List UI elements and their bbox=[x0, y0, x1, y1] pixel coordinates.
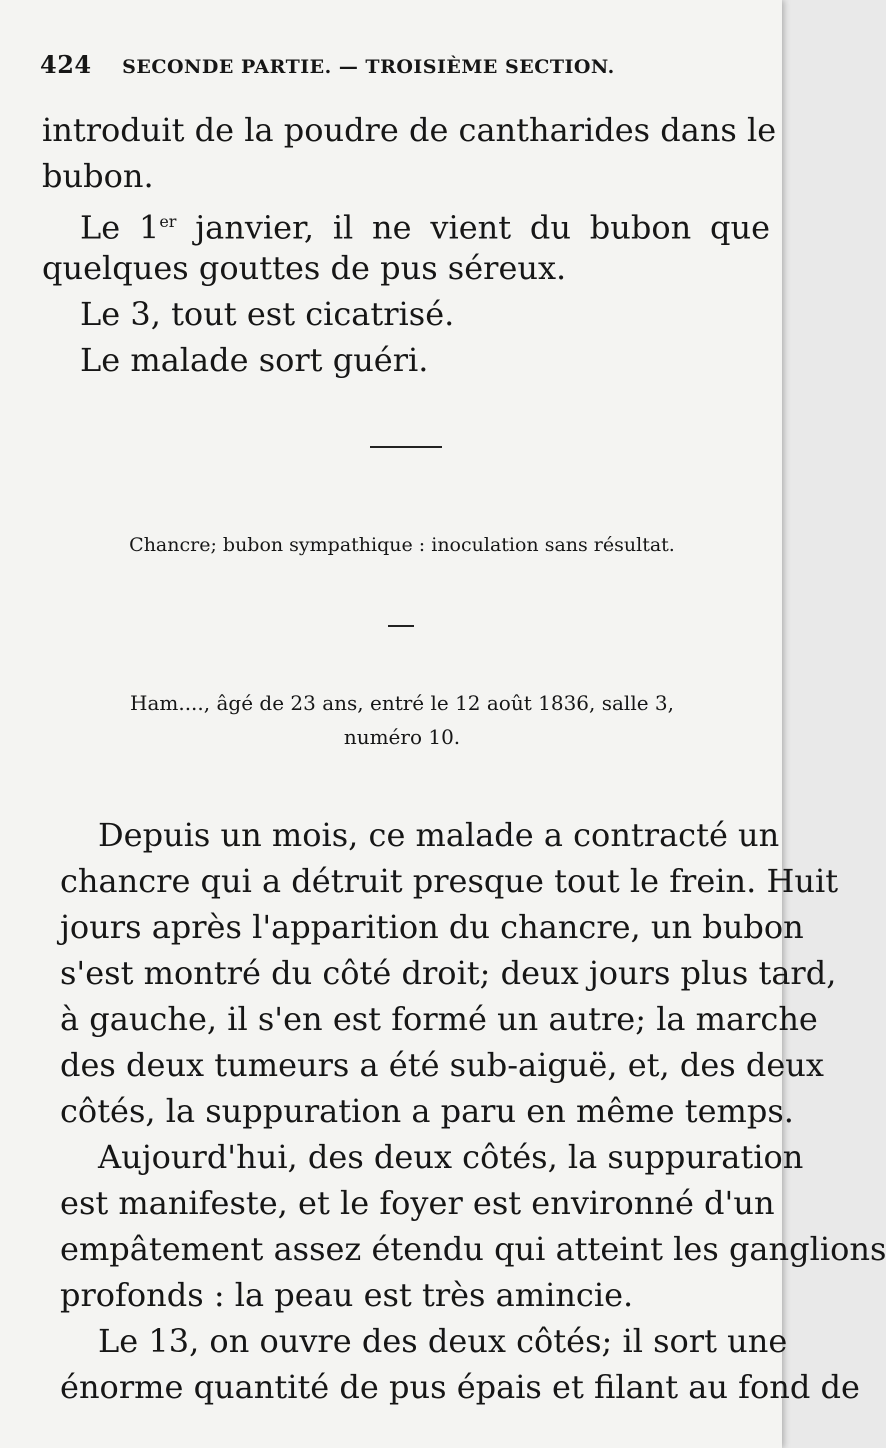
text-line: s'est montré du côté droit; deux jours plus tard, bbox=[60, 954, 837, 992]
text-line: Le malade sort guéri. bbox=[80, 341, 429, 379]
patient-info bbox=[42, 686, 762, 754]
patient-line: Ham...., âgé de 23 ans, entré le 12 août 1836, salle 3, bbox=[130, 691, 674, 715]
page-number: 424 bbox=[40, 50, 92, 79]
text-line: profonds : la peau est très amincie. bbox=[60, 1276, 634, 1314]
text-line: empâtement assez étendu qui atteint les ganglions bbox=[60, 1230, 886, 1268]
text-line: quelques gouttes de pus séreux. bbox=[42, 249, 567, 287]
running-title: SECONDE PARTIE. — TROISIÈME SECTION. bbox=[122, 56, 615, 78]
short-rule bbox=[388, 625, 414, 627]
text-line: bubon. bbox=[42, 157, 154, 195]
text-line: Le 1er janvier, il ne vient du bubon que bbox=[80, 208, 771, 247]
text-line: côtés, la suppuration a paru en même temps. bbox=[60, 1092, 794, 1130]
section-rule bbox=[370, 446, 442, 448]
text-line: chancre qui a détruit presque tout le frein. Huit bbox=[60, 862, 839, 900]
text-line: Aujourd'hui, des deux côtés, la suppuration bbox=[98, 1138, 804, 1176]
text-line: à gauche, il s'en est formé un autre; la marche bbox=[60, 1000, 818, 1038]
text-line: Le 3, tout est cicatrisé. bbox=[80, 295, 455, 333]
text-line: jours après l'apparition du chancre, un bubon bbox=[60, 908, 804, 946]
text-line: Depuis un mois, ce malade a contracté un bbox=[98, 816, 780, 854]
text-line: des deux tumeurs a été sub-aiguë, et, des deux bbox=[60, 1046, 824, 1084]
text-line: est manifeste, et le foyer est environné d'un bbox=[60, 1184, 775, 1222]
superscript: er bbox=[159, 212, 177, 231]
text-line: introduit de la poudre de cantharides dans le bbox=[42, 111, 777, 149]
patient-line: numéro 10. bbox=[343, 725, 461, 749]
text-line: énorme quantité de pus épais et filant au fond de bbox=[60, 1368, 860, 1406]
text-line: Le 13, on ouvre des deux côtés; il sort une bbox=[98, 1322, 788, 1360]
case-title: Chancre; bubon sympathique : inoculation sans résultat. bbox=[129, 534, 675, 556]
running-header bbox=[40, 50, 760, 79]
